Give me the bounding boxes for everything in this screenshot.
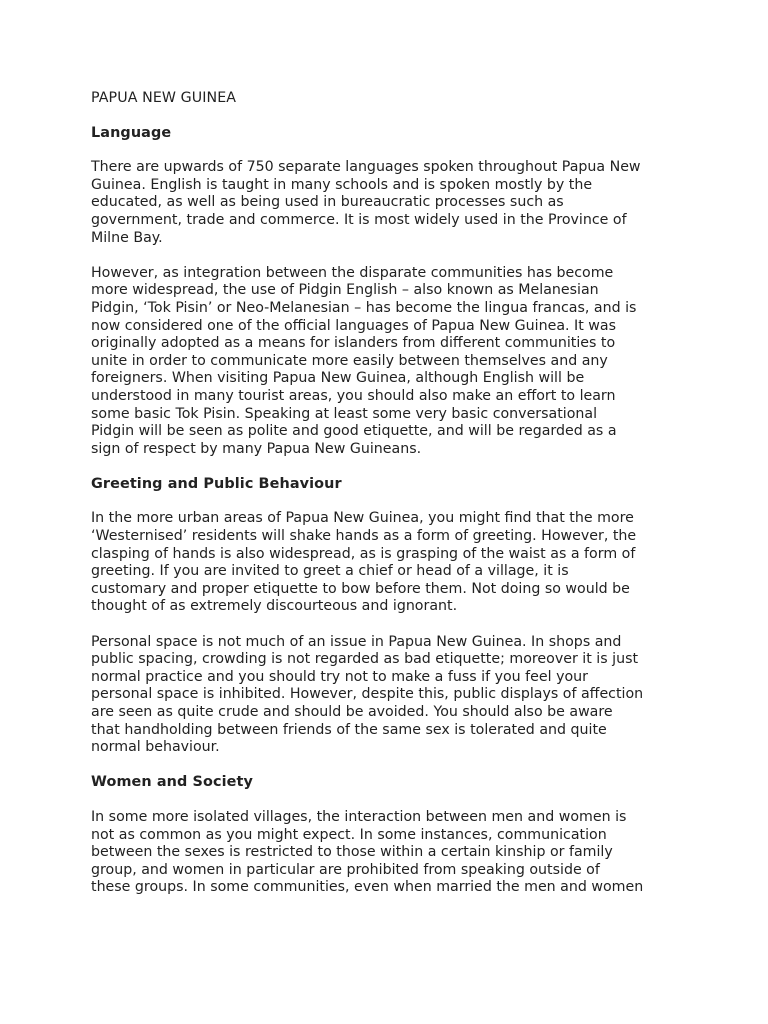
document-body xyxy=(91,90,691,897)
paragraph-language-2: However, as integration between the disparate communities has become more widespread, the use of Pidgin English – also known as Melanesian Pidgin, ‘Tok Pisin’ or Neo-Melanesian – has become the lingua francas, and is now considered one of the official languages of Papua New Guinea. It was originally adopted as a means for islanders from different communities to unite in order to communicate more easily between themselves and any foreigners. When visiting Papua New Guinea, although English will be understood in many tourist areas, you should also make an effort to learn some basic Tok Pisin. Speaking at least some very basic conversational Pidgin will be seen as polite and good etiquette, and will be regarded as a sign of respect by many Papua New Guineans. xyxy=(91,264,637,457)
paragraph-greeting-1: In the more urban areas of Papua New Guinea, you might find that the more ‘Westernised’ residents will shake hands as a form of greeting. However, the clasping of hands is also widespread, as is grasping of the waist as a form of greeting. If you are invited to greet a chief or head of a village, it is customary and proper etiquette to bow before them. Not doing so would be thought of as extremely discourteous and ignorant. xyxy=(91,510,637,615)
section-language xyxy=(91,125,691,459)
paragraph-greeting-2: Personal space is not much of an issue in Papua New Guinea. In shops and public spacing, crowding is not regarded as bad etiquette; moreover it is just normal practice and you should try not to make a fuss if you feel your personal space is inhibited. However, despite this, public displays of affection are seen as quite crude and should be avoided. You should also be aware that handholding between friends of the same sex is tolerated and quite normal behaviour. xyxy=(91,633,644,756)
section-heading-greeting: Greeting and Public Behaviour xyxy=(91,475,342,492)
section-greeting xyxy=(91,476,691,757)
section-women xyxy=(91,774,691,897)
document-title: PAPUA NEW GUINEA xyxy=(91,90,237,106)
paragraph-women-1: In some more isolated villages, the interaction between men and women is not as common as you might expect. In some instances, communication between the sexes is restricted to those within a certain kinship or family group, and women in particular are prohibited from speaking outside of these groups. In some communities, even when married the men and women xyxy=(91,808,644,896)
paragraph-language-1: There are upwards of 750 separate languages spoken throughout Papua New Guinea. English is taught in many schools and is spoken mostly by the educated, as well as being used in bureaucratic processes such as government, trade and commerce. It is most widely used in the Province of Milne Bay. xyxy=(91,159,641,246)
section-heading-women: Women and Society xyxy=(91,774,253,791)
section-heading-language: Language xyxy=(91,124,172,141)
